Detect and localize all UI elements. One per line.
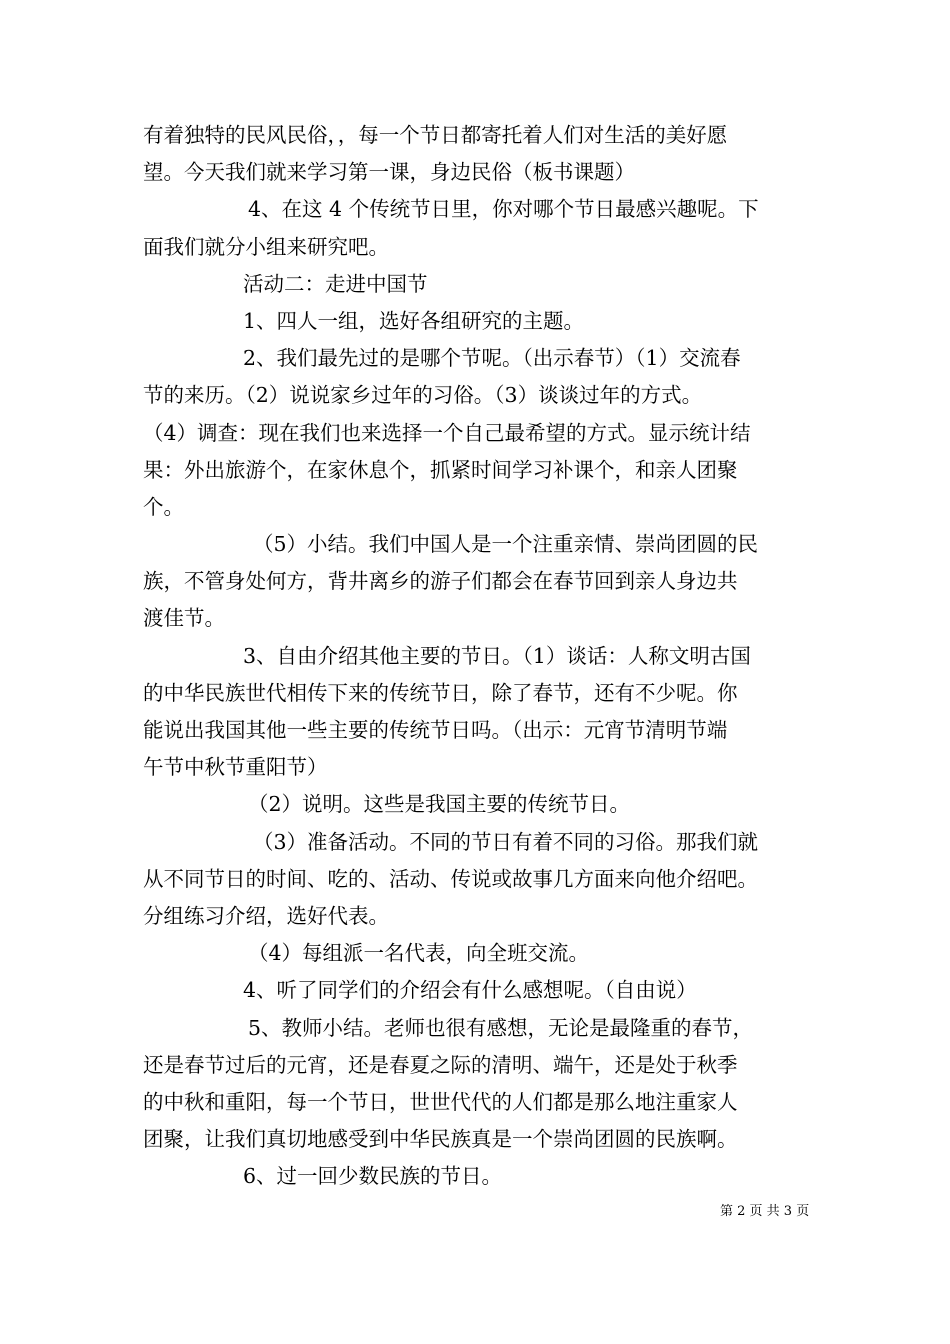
text-line: 2、我们最先过的是哪个节呢。（出示春节）（1）交流春 <box>243 346 741 371</box>
text-line: 4、听了同学们的介绍会有什么感想呢。（自由说） <box>243 978 697 1003</box>
text-line: （2）说明。这些是我国主要的传统节日。 <box>248 792 631 817</box>
text-line: 渡佳节。 <box>143 606 225 631</box>
text-line: 团聚，让我们真切地感受到中华民族真是一个崇尚团圆的民族啊。 <box>143 1127 738 1152</box>
text-line: 活动二：走进中国节 <box>243 271 428 296</box>
text-line: 还是春节过后的元宵，还是春夏之际的清明、端午，还是处于秋季 <box>143 1052 738 1077</box>
text-line: 5、教师小结。老师也很有感想，无论是最隆重的春节， <box>248 1015 754 1040</box>
text-line: 节的来历。（2）说说家乡过年的习俗。（3）谈谈过年的方式。 <box>143 383 703 408</box>
text-line: （5）小结。我们中国人是一个注重亲情、崇尚团圆的民 <box>253 532 759 557</box>
text-line: 午节中秋节重阳节） <box>143 755 328 780</box>
text-line: （4）调查：现在我们也来选择一个自己最希望的方式。显示统计结 <box>143 420 751 445</box>
text-line: 6、过一回少数民族的节日。 <box>243 1164 503 1189</box>
text-line: 望。今天我们就来学习第一课，身边民俗（板书课题） <box>143 160 635 185</box>
text-line: 有着独特的民风民俗，，每一个节日都寄托着人们对生活的美好愿 <box>143 123 728 147</box>
text-line: 面我们就分小组来研究吧。 <box>143 234 389 259</box>
text-line: 1、四人一组，选好各组研究的主题。 <box>243 308 585 333</box>
text-line: 的中华民族世代相传下来的传统节日，除了春节，还有不少呢。你 <box>143 680 738 705</box>
text-line: 分组练习介绍，选好代表。 <box>143 903 389 928</box>
text-line: 的中秋和重阳，每一个节日，世世代代的人们都是那么地注重家人 <box>143 1089 738 1114</box>
text-line: （4）每组派一名代表，向全班交流。 <box>248 941 590 966</box>
page-number: 第 2 页 共 3 页 <box>720 1204 810 1219</box>
body-text <box>143 117 823 1195</box>
text-line: 个。 <box>143 494 184 519</box>
text-line: 3、自由介绍其他主要的节日。（1）谈话：人称文明古国 <box>243 643 751 668</box>
text-line: （3）准备活动。不同的节日有着不同的习俗。那我们就 <box>253 829 759 854</box>
text-line: 能说出我国其他一些主要的传统节日吗。（出示：元宵节清明节端 <box>143 718 728 742</box>
text-line: 果：外出旅游个，在家休息个，抓紧时间学习补课个，和亲人团聚 <box>143 457 738 482</box>
text-line: 从不同节日的时间、吃的、活动、传说或故事几方面来向他介绍吧。 <box>143 866 758 891</box>
text-line: 族，不管身处何方，背井离乡的游子们都会在春节回到亲人身边共 <box>143 569 738 594</box>
text-line: 4、在这 4 个传统节日里，你对哪个节日最感兴趣呢。下 <box>248 197 759 222</box>
